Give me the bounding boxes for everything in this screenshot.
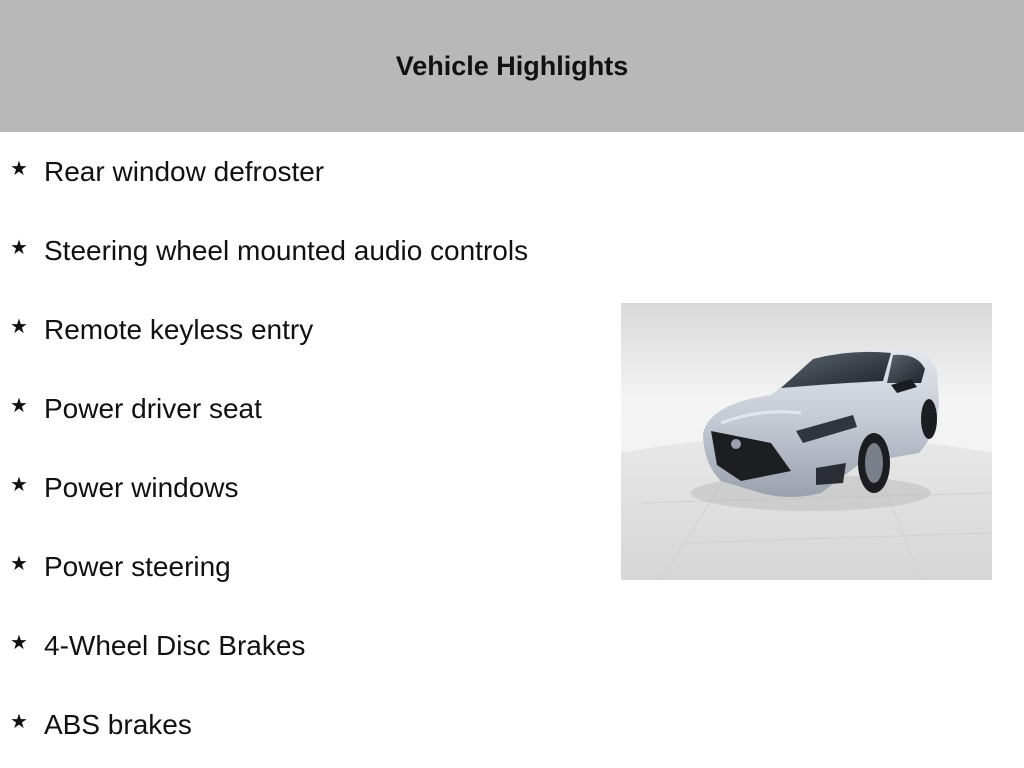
list-item <box>10 705 192 745</box>
feature-label: Remote keyless entry <box>44 314 314 345</box>
feature-label: Rear window defroster <box>44 156 325 187</box>
car-image <box>621 303 992 580</box>
star-icon: ★ <box>10 711 28 733</box>
list-item <box>10 152 324 192</box>
feature-label: Power driver seat <box>44 393 262 424</box>
feature-label: Power steering <box>44 551 231 582</box>
star-icon: ★ <box>10 474 28 496</box>
page-title: Vehicle Highlights <box>395 50 629 81</box>
star-icon: ★ <box>10 395 28 417</box>
vehicle-photo <box>621 303 992 580</box>
list-item <box>10 626 305 666</box>
feature-label: Power windows <box>44 472 239 503</box>
feature-label: Steering wheel mounted audio controls <box>44 235 529 266</box>
list-item <box>10 231 528 271</box>
page-header <box>0 0 1024 132</box>
list-item <box>10 468 239 508</box>
star-icon: ★ <box>10 632 28 654</box>
feature-label: ABS brakes <box>44 709 192 740</box>
list-item <box>10 389 262 429</box>
list-item <box>10 310 313 350</box>
star-icon: ★ <box>10 316 28 338</box>
star-icon: ★ <box>10 237 28 259</box>
list-item <box>10 547 231 587</box>
star-icon: ★ <box>10 553 28 575</box>
feature-label: 4-Wheel Disc Brakes <box>44 630 306 661</box>
star-icon: ★ <box>10 158 28 180</box>
